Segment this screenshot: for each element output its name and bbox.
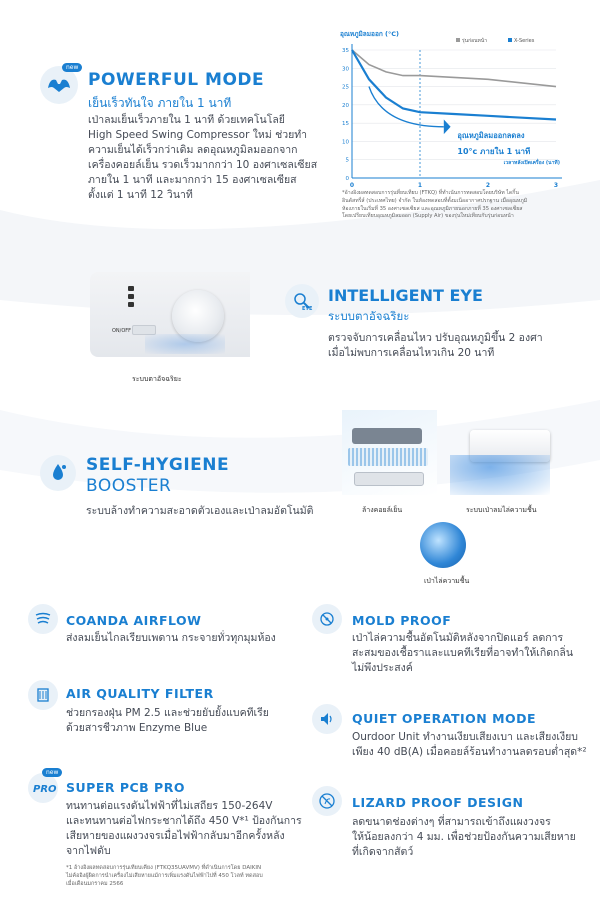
desc-line: ตั้งแต่ 1 นาที 12 วินาที — [88, 189, 193, 201]
footnote-line: อินดัสทรี่ส์ (ประเทศไทย) จำกัด ในห้องทดสอบที่ตั้งมเนีออากาศปรกฐาน เมื่ออุณหภูมิ — [342, 197, 528, 204]
super-pcb-pro-title: SUPER PCB PRO — [66, 780, 185, 795]
dehumidify-caption: เป่าไล่ความชื้น — [424, 577, 470, 585]
x-tick-label: 1 — [417, 182, 423, 189]
booster-title: BOOSTER — [86, 476, 172, 496]
coil-cleaning-caption: ล้างคอยล์เย็น — [362, 506, 403, 514]
y-tick-label: 15 — [342, 121, 349, 128]
coanda-airflow-desc — [66, 631, 276, 646]
desc-line: ช่วยกรองฝุ่น PM 2.5 และช่วยยับยั้งแบคทีเรีย — [66, 707, 269, 719]
quiet-operation-desc — [352, 730, 587, 760]
powerful-mode-desc — [88, 113, 328, 203]
x-tick-label: 2 — [485, 182, 491, 189]
desc-line: ด้วยสารชีวภาพ Enzyme Blue — [66, 722, 208, 734]
y-tick-label: 35 — [342, 48, 349, 54]
desc-line: เพียง 40 dB(A) เมื่อคอยล์ร้อนทำงานลดรอบต่ำสุด*² — [352, 746, 587, 758]
x-tick-label: 0 — [349, 182, 355, 189]
indicator-panel — [128, 286, 138, 316]
self-hygiene-desc: ระบบล้างทำความสะอาดตัวเองและเป่าลมอัตโนมัติ — [86, 505, 314, 517]
desc-line: ที่เกิดจากสัตว์ — [352, 846, 414, 858]
desc-line: High Speed Swing Compressor ใหม่ ช่วยทำ — [88, 129, 308, 141]
y-tick-label: 5 — [345, 157, 349, 164]
desc-line: จากไฟดับ — [66, 845, 111, 857]
annotation-line-1: อุณหภูมิลมออกลดลง — [457, 130, 525, 140]
intelligent-eye-caption: ระบบตาอัจฉริยะ — [132, 375, 182, 383]
legend-swatch — [508, 38, 512, 42]
desc-line: เมื่อไม่พบการเคลื่อนไหวเกิน 20 นาที — [328, 347, 495, 359]
footnote-line: ไม่ค้ออิงผู้ผิดการนำเครื่องไม่เสียหายแม้การเพิ่มแรงดันไฟฟ้าไปที่ 450 โวลท์ ทดสอบ — [66, 873, 263, 879]
powerful-mode-title: POWERFUL MODE — [88, 70, 265, 90]
quiet-operation-title: QUIET OPERATION MODE — [352, 711, 537, 726]
desc-line: เป่าลมเย็นเร็วภายใน 1 นาที ด้วยเทคโนโลยี — [88, 114, 285, 126]
lizard-proof-title: LIZARD PROOF DESIGN — [352, 795, 524, 810]
footnote-line: *1 อ้างอิงผลทดสอบการรุ่นเทียบเคียง (FTKQ35UAVMV) ที่ดำเนินการโดย DAIKIN — [66, 865, 262, 871]
coanda-airflow-title: COANDA AIRFLOW — [66, 613, 202, 628]
intelligent-eye-title: INTELLIGENT EYE — [328, 286, 483, 305]
y-tick-label: 0 — [345, 176, 349, 182]
chart-footnote — [342, 190, 572, 221]
quiet-operation-icon — [312, 704, 342, 734]
self-hygiene-title: SELF-HYGIENE — [86, 455, 230, 475]
self-hygiene-icon — [40, 455, 76, 491]
legend-swatch — [456, 38, 460, 42]
new-badge: new — [42, 768, 62, 777]
new-badge: new — [62, 63, 82, 72]
powerful-mode-subtitle: เย็นเร็วทันใจ ภายใน 1 นาที — [88, 96, 232, 110]
desc-line: ไม่พึงประสงค์ — [352, 662, 413, 674]
x-axis-label: เวลาหลังเปิดเครื่อง (นาที) — [503, 160, 560, 166]
mold-proof-desc — [352, 631, 573, 676]
y-axis-label: อุณหภูมิลมออก (°C) — [340, 30, 400, 38]
intelligent-eye-subtitle: ระบบตาอัจฉริยะ — [328, 309, 410, 323]
desc-line: เป่าไล่ความชื้นอัตโนมัติหลังจากปิดแอร์ ลดการ — [352, 632, 564, 644]
air-quality-filter-desc — [66, 706, 269, 736]
desc-line: ให้น้อยลงกว่า 4 มม. เพื่อช่วยป้องกันความเสียหาย — [352, 831, 576, 843]
onoff-label: ON/OFF — [112, 328, 132, 334]
footnote-line: ห้องภายในเริ่มที่ 35 องศาเซลเซียส และอุณหภูมิภายนอกภายที่ 35 องศาเซลเซียส — [342, 205, 523, 212]
mold-proof-title: MOLD PROOF — [352, 613, 452, 628]
desc-line: สะสมของเชื้อราและแบคทีเรียที่อาจทำให้เกิดกลิ่น — [352, 647, 574, 659]
desc-line: ทนทานต่อแรงดันไฟฟ้าที่ไม่เสถียร 150-264V — [66, 800, 273, 812]
intelligent-eye-desc — [328, 331, 578, 361]
super-pcb-pro-icon — [28, 773, 58, 803]
annotation-line-2: 10°c ภายใน 1 นาที — [457, 147, 531, 157]
air-quality-filter-icon — [28, 680, 58, 710]
super-pcb-pro-footnote — [66, 864, 263, 888]
desc-line: ลดขนาดช่องต่างๆ ที่สามารถเข้าถึงแผงวงจร — [352, 816, 551, 828]
coil-cleaning-image — [342, 410, 437, 495]
desc-line: Ourdoor Unit ทำงานเงียบเสียงเบา และเสียงเงียบ — [352, 731, 578, 743]
footnote-line: *อ้างอิงผลทดสอบการรุ่นที่ยบเทียบ (FTKQ) ที่ทำเน้นการทดสอบโดยบริษัท ไดกิ้น — [342, 190, 519, 196]
desc-line: เครื่องคอยล์เย็น รวดเร็วมากกว่า 10 องศาเซลเซียส — [88, 159, 318, 171]
intelligent-eye-photo — [90, 272, 250, 357]
y-tick-label: 10 — [342, 139, 349, 146]
dehumidify-image — [420, 522, 466, 568]
y-tick-label: 20 — [342, 102, 349, 109]
coanda-airflow-icon — [28, 604, 58, 634]
desc-line: และทนทานต่อไฟกระชากได้ถึง 450 V*¹ ป้องกันการ — [66, 815, 302, 827]
desc-line: ตรวจจับการเคลื่อนไหว ปรับอุณหภูมิขึ้น 2 องศา — [328, 332, 543, 344]
desc-line: ความเย็นได้เร็วกว่าเดิม ลดอุณหภูมิลมออกจาก — [88, 144, 298, 156]
y-tick-label: 25 — [342, 84, 349, 91]
desc-line: ส่งลมเย็นไกลเรียบเพดาน กระจายทั่วทุกมุมห้อง — [66, 632, 276, 644]
x-tick-label: 3 — [553, 182, 559, 189]
desc-line: เสียหายของแผงวงจรเมื่อไฟฟ้ากลับมาอีกครั้งหลัง — [66, 830, 285, 842]
y-tick-label: 30 — [342, 66, 349, 73]
svg-text:EYE: EYE — [302, 306, 313, 312]
air-quality-filter-title: AIR QUALITY FILTER — [66, 686, 214, 701]
dry-airflow-image — [450, 425, 560, 500]
dry-airflow-caption: ระบบเป่าลมไล่ความชื้น — [466, 506, 537, 514]
super-pcb-pro-desc — [66, 799, 302, 859]
svg-text:PRO: PRO — [33, 784, 57, 795]
lizard-proof-desc — [352, 815, 576, 860]
legend-label: X-Series — [514, 38, 535, 44]
desc-line: ภายใน 1 นาที และมากกว่า 15 องศาเซลเซียส — [88, 174, 297, 186]
footnote-line: โดยเปรียบเทียบอุณหภูมิลมออก (Supply Air) ของรุ่นใหม่เทียบกับรุ่นก่อนหน้า — [342, 213, 514, 220]
mold-proof-icon — [312, 604, 342, 634]
lizard-proof-icon — [312, 786, 342, 816]
annotation-arrowhead — [444, 119, 451, 134]
footnote-line: เมื่อเดือนมกราคม 2566 — [66, 881, 124, 887]
intelligent-eye-icon — [285, 284, 319, 318]
legend-label: รุ่นก่อนหน้า — [462, 38, 488, 44]
